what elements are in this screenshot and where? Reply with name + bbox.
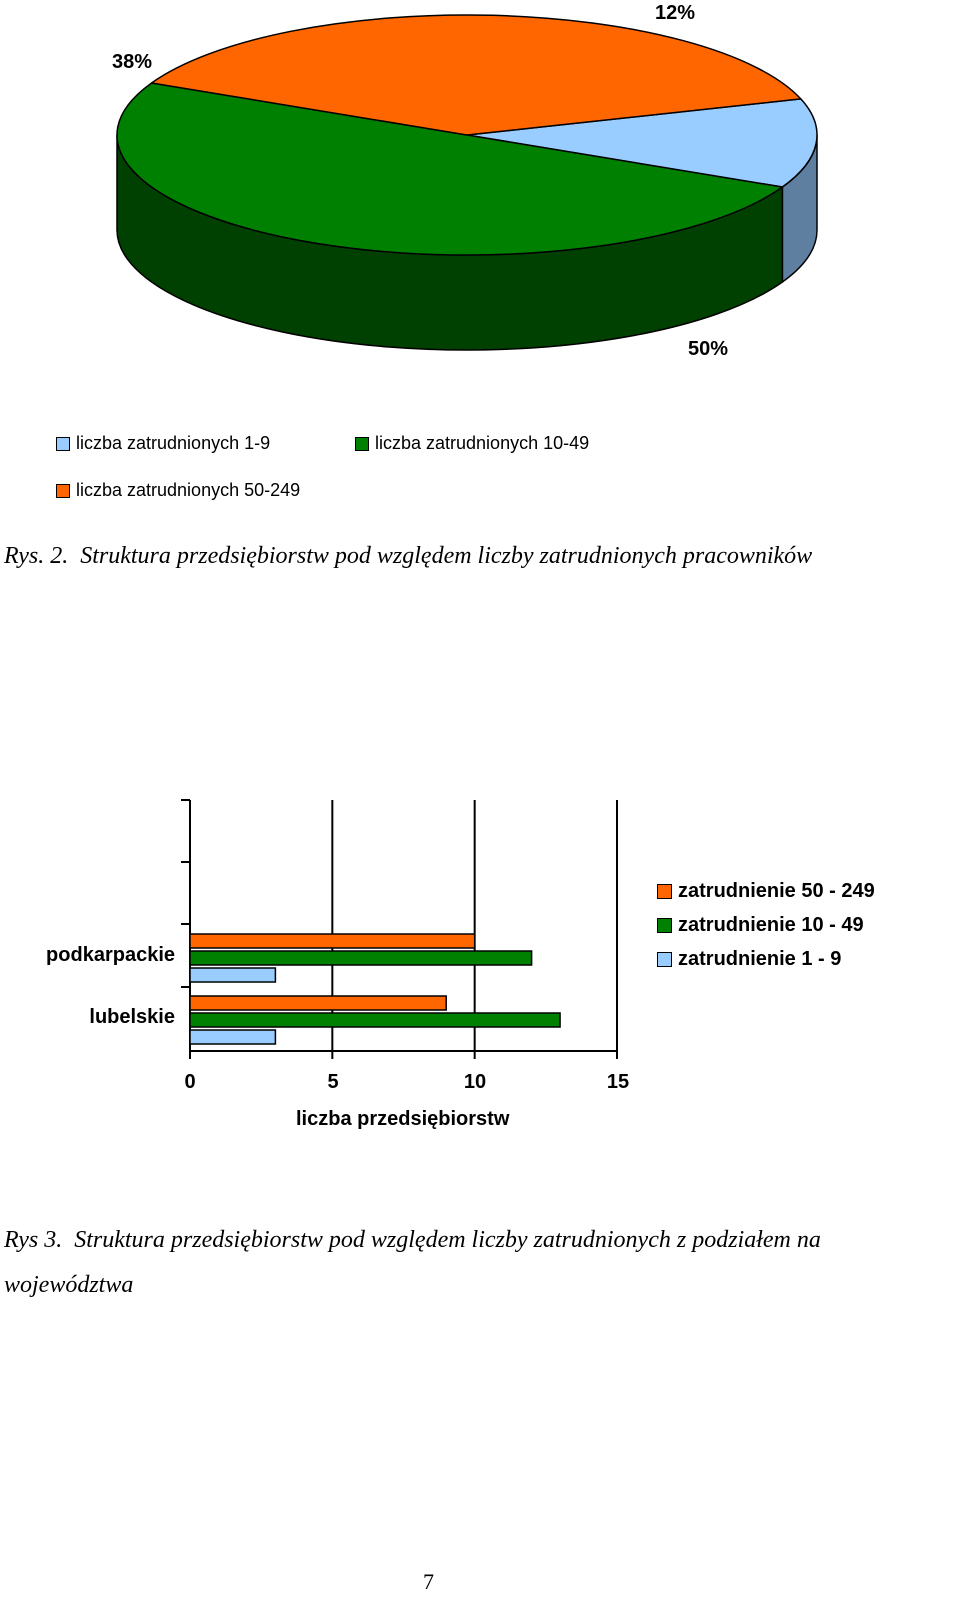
legend-swatch bbox=[56, 437, 70, 451]
pie-label-38: 38% bbox=[112, 51, 153, 73]
pie-legend-item-10-49 bbox=[355, 433, 589, 454]
x-tick-0: 0 bbox=[184, 1071, 196, 1093]
page-number: 7 bbox=[423, 1569, 434, 1594]
x-axis-title: liczba przedsiębiorstw bbox=[296, 1108, 510, 1130]
pie-legend-item-50-249 bbox=[56, 480, 300, 501]
figure-caption-3-line1: Rys 3. Struktura przedsiębiorstw pod względem liczby zatrudnionych z podziałem na bbox=[4, 1227, 821, 1253]
bar-lubelskie-zatrudnienie-10-49 bbox=[190, 1013, 560, 1027]
pie-label-50: 50% bbox=[688, 338, 729, 360]
legend-label: zatrudnienie 1 - 9 bbox=[678, 948, 842, 970]
legend-label: zatrudnienie 50 - 249 bbox=[678, 880, 875, 902]
pie-legend-item-1-9 bbox=[56, 433, 270, 454]
category-label-lubelskie: lubelskie bbox=[89, 1006, 175, 1028]
bar-legend-item-1-9 bbox=[657, 948, 841, 971]
bar-plot-area bbox=[181, 800, 617, 1059]
figure-caption-2: Rys. 2. Struktura przedsiębiorstw pod względem liczby zatrudnionych pracowników bbox=[4, 543, 813, 569]
legend-label: liczba zatrudnionych 10-49 bbox=[375, 433, 590, 453]
legend-swatch bbox=[355, 437, 369, 451]
bar-podkarpackie-zatrudnienie-1-9 bbox=[190, 968, 275, 982]
figure-caption-3-line2: województwa bbox=[4, 1272, 134, 1298]
legend-swatch bbox=[657, 918, 672, 933]
legend-label: zatrudnienie 10 - 49 bbox=[678, 914, 864, 936]
bar-podkarpackie-zatrudnienie-50-249 bbox=[190, 934, 475, 948]
legend-swatch bbox=[56, 484, 70, 498]
bar-legend-item-50-249 bbox=[657, 880, 875, 903]
legend-label: liczba zatrudnionych 50-249 bbox=[76, 480, 301, 500]
bar-lubelskie-zatrudnienie-50-249 bbox=[190, 996, 446, 1010]
x-tick-10: 10 bbox=[463, 1071, 487, 1093]
category-label-podkarpackie: podkarpackie bbox=[46, 944, 175, 966]
bar-podkarpackie-zatrudnienie-10-49 bbox=[190, 951, 532, 965]
pie-label-12: 12% bbox=[655, 2, 696, 24]
bar-lubelskie-zatrudnienie-1-9 bbox=[190, 1030, 275, 1044]
legend-swatch bbox=[657, 952, 672, 967]
legend-swatch bbox=[657, 884, 672, 899]
x-tick-5: 5 bbox=[327, 1071, 339, 1093]
legend-label: liczba zatrudnionych 1-9 bbox=[76, 433, 271, 453]
x-tick-15: 15 bbox=[606, 1071, 630, 1093]
bar-legend-item-10-49 bbox=[657, 914, 864, 937]
